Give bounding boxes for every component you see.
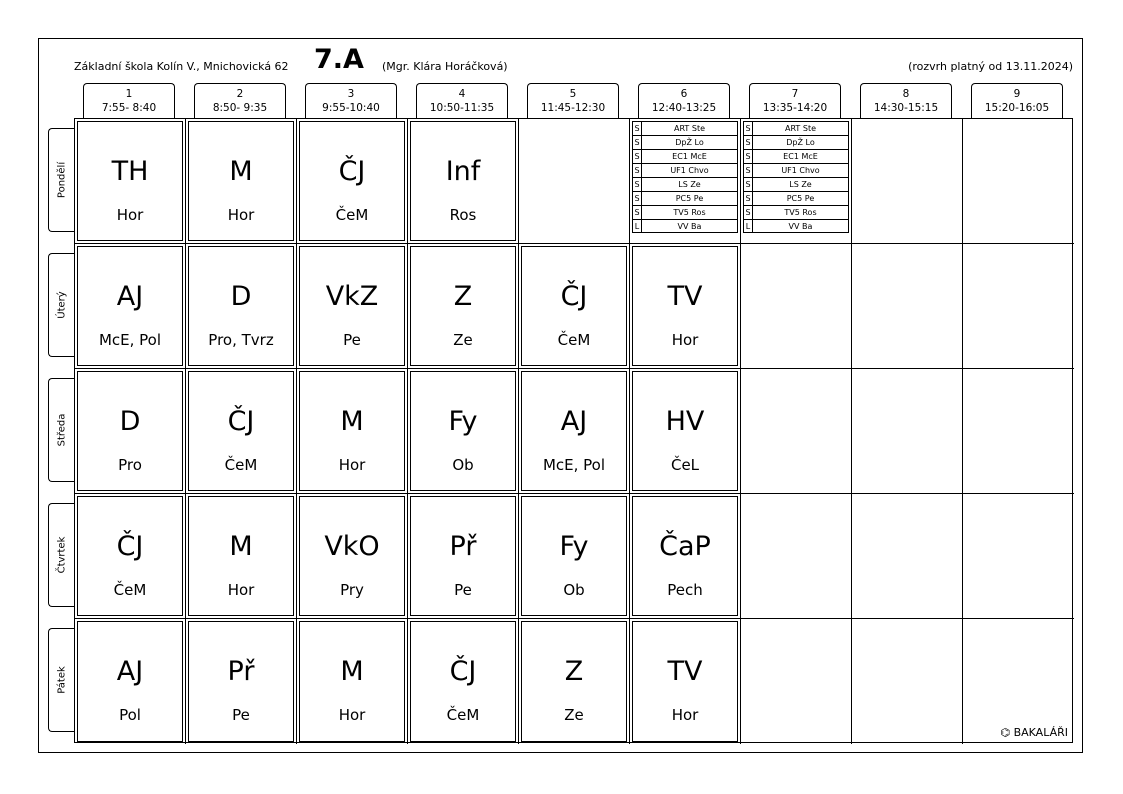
lesson-card[interactable] xyxy=(77,121,183,241)
lesson-card[interactable] xyxy=(521,371,627,491)
elective-group-item[interactable] xyxy=(743,121,849,135)
lesson-teacher: Ze xyxy=(564,706,584,724)
grid-cell xyxy=(297,369,408,494)
grid-cell xyxy=(852,619,963,744)
day-name: Středa xyxy=(56,413,67,447)
grid-cell xyxy=(75,119,186,244)
day-label-4 xyxy=(48,503,74,607)
elective-group-code: S xyxy=(633,150,642,163)
lesson-teacher: Pe xyxy=(232,706,250,724)
lesson-card[interactable] xyxy=(521,496,627,616)
elective-group-label: UF1 Chvo xyxy=(781,166,820,175)
elective-group-item[interactable] xyxy=(632,135,738,149)
grid-cell xyxy=(519,619,630,744)
period-number: 9 xyxy=(1013,88,1021,100)
lesson-teacher: Hor xyxy=(227,581,255,599)
lesson-subject: M xyxy=(229,531,253,562)
elective-group-label: ART Ste xyxy=(673,124,705,133)
lesson-subject: M xyxy=(340,406,364,437)
grid-cell xyxy=(963,119,1074,244)
grid-cell xyxy=(741,244,852,369)
lesson-teacher: McE, Pol xyxy=(98,331,162,349)
grid-cell xyxy=(741,619,852,744)
lesson-teacher: Pro xyxy=(118,456,142,474)
period-number: 8 xyxy=(902,88,910,100)
grid-cell xyxy=(741,369,852,494)
elective-group-item[interactable] xyxy=(632,121,738,135)
lesson-subject: AJ xyxy=(560,406,588,437)
period-time: 15:20-16:05 xyxy=(984,102,1050,114)
period-number: 6 xyxy=(680,88,688,100)
grid-cell xyxy=(186,244,297,369)
lesson-card[interactable] xyxy=(521,246,627,366)
lesson-subject: TH xyxy=(111,156,149,187)
grid-cell xyxy=(75,244,186,369)
grid-cell xyxy=(963,494,1074,619)
grid-cell xyxy=(852,369,963,494)
grid-cell xyxy=(408,619,519,744)
day-name: Pátek xyxy=(56,666,67,694)
lesson-teacher: Hor xyxy=(338,706,366,724)
lesson-subject: TV xyxy=(667,281,703,312)
elective-group-label: TV5 Ros xyxy=(784,208,817,217)
period-number: 7 xyxy=(791,88,799,100)
lesson-subject: ČJ xyxy=(560,281,588,312)
period-number: 4 xyxy=(458,88,466,100)
elective-group-code: S xyxy=(633,192,642,205)
grid-cell xyxy=(630,369,741,494)
elective-group-code: S xyxy=(744,136,753,149)
lesson-teacher: ČeM xyxy=(446,706,480,724)
lesson-card[interactable] xyxy=(521,621,627,742)
elective-group-item[interactable] xyxy=(632,219,738,233)
elective-group-item[interactable] xyxy=(632,191,738,205)
lesson-card[interactable] xyxy=(410,246,516,366)
lesson-teacher: ČeM xyxy=(335,206,369,224)
elective-group-code: S xyxy=(744,206,753,219)
lesson-card[interactable] xyxy=(77,621,183,742)
lesson-teacher: ČeL xyxy=(670,456,700,474)
lesson-card[interactable] xyxy=(77,371,183,491)
lesson-teacher: Ob xyxy=(452,456,474,474)
period-time: 12:40-13:25 xyxy=(651,102,717,114)
lesson-teacher: Ros xyxy=(449,206,477,224)
elective-group-label: PC5 Pe xyxy=(675,194,704,203)
period-number: 3 xyxy=(347,88,355,100)
lesson-subject: Z xyxy=(564,656,584,687)
elective-group-list xyxy=(743,121,849,233)
elective-group-code: S xyxy=(633,136,642,149)
period-number: 1 xyxy=(125,88,133,100)
lesson-subject: D xyxy=(230,281,252,312)
period-header-7 xyxy=(749,83,841,118)
lesson-teacher: Pol xyxy=(119,706,141,724)
elective-group-label: VV Ba xyxy=(788,222,813,231)
grid-cell xyxy=(75,369,186,494)
period-header-3 xyxy=(305,83,397,118)
lesson-subject: Fy xyxy=(559,531,589,562)
elective-group-code: S xyxy=(633,122,642,135)
lesson-subject: AJ xyxy=(116,281,144,312)
period-time: 13:35-14:20 xyxy=(762,102,828,114)
elective-group-code: S xyxy=(744,150,753,163)
grid-cell xyxy=(186,619,297,744)
lesson-teacher: ČeM xyxy=(224,456,258,474)
lesson-teacher: ČeM xyxy=(557,331,591,349)
elective-group-code: S xyxy=(744,164,753,177)
elective-group-label: DpŽ Lo xyxy=(786,138,815,147)
period-header-4 xyxy=(416,83,508,118)
grid-cell xyxy=(186,119,297,244)
lesson-card[interactable] xyxy=(632,246,738,366)
period-time: 10:50-11:35 xyxy=(429,102,495,114)
lesson-card[interactable] xyxy=(632,496,738,616)
elective-group-label: EC1 McE xyxy=(672,152,707,161)
lesson-teacher: McE, Pol xyxy=(542,456,606,474)
lesson-subject: Př xyxy=(449,531,477,562)
lesson-subject: D xyxy=(119,406,141,437)
grid-cell xyxy=(75,619,186,744)
lesson-subject: M xyxy=(229,156,253,187)
lesson-subject: Inf xyxy=(445,156,481,187)
lesson-teacher: Pro, Tvrz xyxy=(208,331,274,349)
elective-group-label: EC1 McE xyxy=(783,152,818,161)
day-label-1 xyxy=(48,128,74,232)
lesson-subject: AJ xyxy=(116,656,144,687)
grid-cell xyxy=(741,119,852,244)
elective-group-code: S xyxy=(633,206,642,219)
grid-cell xyxy=(186,369,297,494)
lesson-teacher: Ob xyxy=(563,581,585,599)
lesson-teacher: Hor xyxy=(671,706,699,724)
elective-group-code: S xyxy=(744,122,753,135)
elective-group-item[interactable] xyxy=(632,205,738,219)
lesson-card[interactable] xyxy=(188,121,294,241)
elective-group-code: S xyxy=(633,164,642,177)
grid-cell xyxy=(519,494,630,619)
period-header-2 xyxy=(194,83,286,118)
grid-cell xyxy=(297,619,408,744)
grid-cell xyxy=(630,244,741,369)
elective-group-item[interactable] xyxy=(743,163,849,177)
bakalari-logo: ⌬ BAKALÁŘI xyxy=(1000,726,1068,739)
elective-group-code: S xyxy=(744,178,753,191)
lesson-subject: ČaP xyxy=(659,531,711,562)
elective-group-label: VV Ba xyxy=(677,222,702,231)
elective-group-label: DpŽ Lo xyxy=(675,138,704,147)
elective-group-list xyxy=(632,121,738,233)
validity-note: (rozvrh platný od 13.11.2024) xyxy=(908,60,1073,73)
elective-group-label: UF1 Chvo xyxy=(670,166,709,175)
elective-group-code: L xyxy=(633,220,642,233)
lesson-card[interactable] xyxy=(188,371,294,491)
grid-cell xyxy=(630,119,741,244)
lesson-teacher: Hor xyxy=(671,331,699,349)
lesson-subject: VkO xyxy=(324,531,380,562)
class-name: 7.A xyxy=(314,44,364,75)
lesson-subject: VkZ xyxy=(325,281,379,312)
grid-cell xyxy=(408,494,519,619)
lesson-teacher: Pe xyxy=(454,581,472,599)
lesson-subject: Př xyxy=(227,656,255,687)
elective-group-item[interactable] xyxy=(743,149,849,163)
grid-cell xyxy=(630,494,741,619)
grid-cell xyxy=(408,244,519,369)
grid-cell xyxy=(963,369,1074,494)
lesson-card[interactable] xyxy=(77,246,183,366)
grid-cell xyxy=(297,494,408,619)
day-label-2 xyxy=(48,253,74,357)
lesson-subject: TV xyxy=(667,656,703,687)
period-time: 7:55- 8:40 xyxy=(101,102,157,114)
lesson-teacher: Pech xyxy=(667,581,703,599)
lesson-teacher: Hor xyxy=(227,206,255,224)
period-header-8 xyxy=(860,83,952,118)
elective-group-label: LS Ze xyxy=(789,180,812,189)
lesson-teacher: Ze xyxy=(453,331,473,349)
lesson-card[interactable] xyxy=(77,496,183,616)
lesson-teacher: ČeM xyxy=(113,581,147,599)
class-teacher: (Mgr. Klára Horáčková) xyxy=(382,60,508,73)
grid-cell xyxy=(519,244,630,369)
day-name: Úterý xyxy=(56,291,67,319)
lesson-subject: HV xyxy=(665,406,705,437)
period-header-1 xyxy=(83,83,175,118)
grid-cell xyxy=(519,119,630,244)
lesson-card[interactable] xyxy=(410,121,516,241)
grid-cell xyxy=(852,119,963,244)
period-time: 14:30-15:15 xyxy=(873,102,939,114)
grid-cell xyxy=(963,244,1074,369)
lesson-subject: ČJ xyxy=(338,156,366,187)
elective-group-code: L xyxy=(744,220,753,233)
grid-cell xyxy=(852,494,963,619)
grid-cell xyxy=(408,119,519,244)
grid-cell xyxy=(852,244,963,369)
lesson-card[interactable] xyxy=(410,496,516,616)
grid-cell xyxy=(630,619,741,744)
lesson-subject: ČJ xyxy=(116,531,144,562)
day-label-3 xyxy=(48,378,74,482)
lesson-card[interactable] xyxy=(299,496,405,616)
elective-group-item[interactable] xyxy=(743,205,849,219)
lesson-card[interactable] xyxy=(299,246,405,366)
lesson-subject: Z xyxy=(453,281,473,312)
elective-group-item[interactable] xyxy=(743,177,849,191)
lesson-card[interactable] xyxy=(188,246,294,366)
day-label-5 xyxy=(48,628,74,732)
lesson-card[interactable] xyxy=(299,621,405,742)
grid-cell xyxy=(741,494,852,619)
lesson-subject: ČJ xyxy=(449,656,477,687)
lesson-card[interactable] xyxy=(632,621,738,742)
grid-cell xyxy=(186,494,297,619)
lesson-teacher: Hor xyxy=(338,456,366,474)
grid-cell xyxy=(519,369,630,494)
period-number: 5 xyxy=(569,88,577,100)
elective-group-item[interactable] xyxy=(743,135,849,149)
timetable-grid xyxy=(74,118,1073,743)
period-header-6 xyxy=(638,83,730,118)
elective-group-label: LS Ze xyxy=(678,180,701,189)
lesson-card[interactable] xyxy=(410,371,516,491)
elective-group-item[interactable] xyxy=(743,219,849,233)
lesson-teacher: Pe xyxy=(343,331,361,349)
period-header-9 xyxy=(971,83,1063,118)
lesson-card[interactable] xyxy=(410,621,516,742)
period-header-5 xyxy=(527,83,619,118)
lesson-teacher: Pry xyxy=(340,581,364,599)
elective-group-item[interactable] xyxy=(743,191,849,205)
day-name: Pondělí xyxy=(56,161,67,199)
lesson-subject: ČJ xyxy=(227,406,255,437)
grid-cell xyxy=(297,119,408,244)
lesson-subject: M xyxy=(340,656,364,687)
elective-group-code: S xyxy=(744,192,753,205)
grid-cell xyxy=(75,494,186,619)
grid-cell xyxy=(408,369,519,494)
period-time: 11:45-12:30 xyxy=(540,102,606,114)
elective-group-item[interactable] xyxy=(632,149,738,163)
elective-group-label: TV5 Ros xyxy=(673,208,706,217)
lesson-subject: Fy xyxy=(448,406,478,437)
elective-group-label: PC5 Pe xyxy=(786,194,815,203)
lesson-card[interactable] xyxy=(632,371,738,491)
grid-cell xyxy=(297,244,408,369)
lesson-card[interactable] xyxy=(299,371,405,491)
lesson-card[interactable] xyxy=(188,621,294,742)
period-time: 8:50- 9:35 xyxy=(212,102,268,114)
day-name: Čtvrtek xyxy=(56,536,67,574)
elective-group-code: S xyxy=(633,178,642,191)
elective-group-label: ART Ste xyxy=(784,124,816,133)
lesson-card[interactable] xyxy=(299,121,405,241)
lesson-card[interactable] xyxy=(188,496,294,616)
period-time: 9:55-10:40 xyxy=(322,102,380,114)
period-number: 2 xyxy=(236,88,244,100)
elective-group-item[interactable] xyxy=(632,177,738,191)
school-name: Základní škola Kolín V., Mnichovická 62 xyxy=(74,60,289,73)
elective-group-item[interactable] xyxy=(632,163,738,177)
lesson-teacher: Hor xyxy=(116,206,144,224)
